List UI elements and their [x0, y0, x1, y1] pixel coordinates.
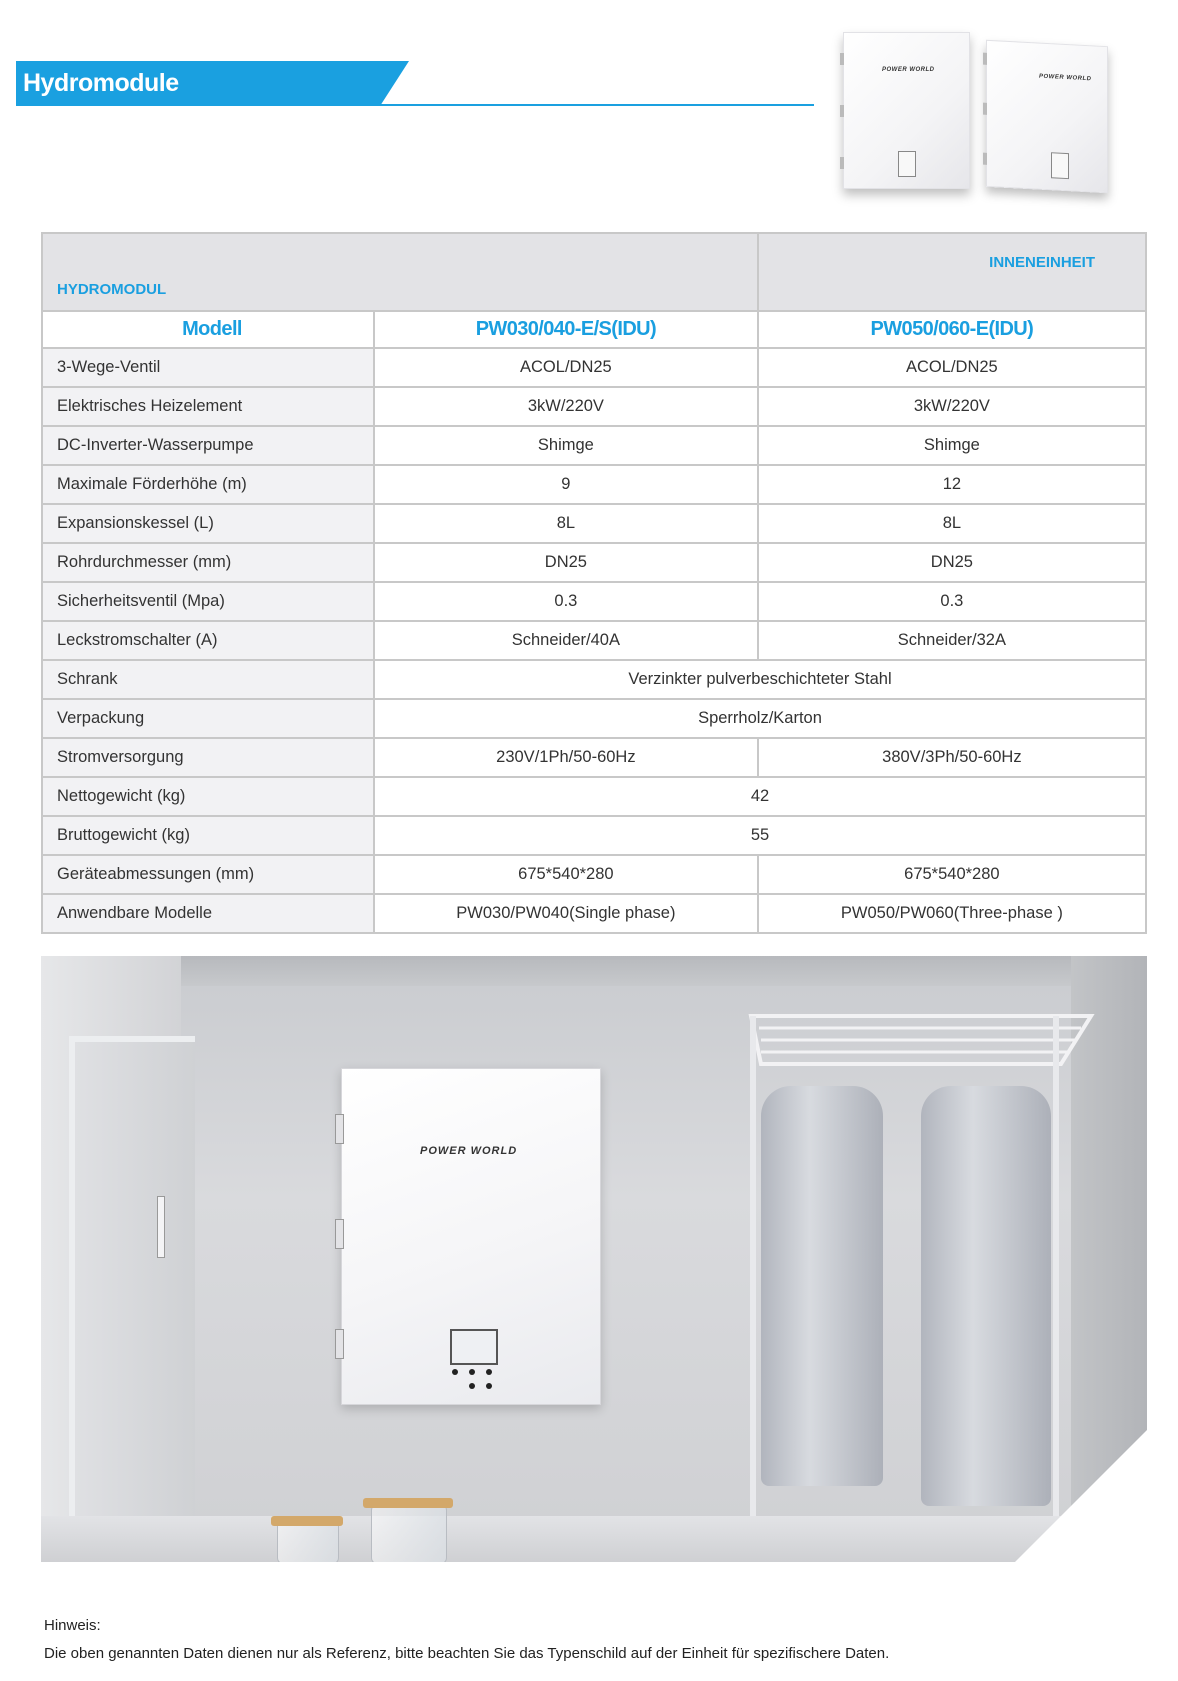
row-label: Bruttogewicht (kg)	[42, 816, 374, 855]
row-value: Sperrholz/Karton	[374, 699, 1146, 738]
row-value: 3kW/220V	[758, 387, 1146, 426]
row-value: 8L	[758, 504, 1146, 543]
table-row	[42, 738, 1146, 777]
hinge-icon	[335, 1219, 344, 1249]
installation-photo	[41, 956, 1147, 1562]
hinge-icon	[983, 53, 987, 65]
lcd-display-icon	[450, 1329, 498, 1365]
table-row	[42, 660, 1146, 699]
glass-jar	[371, 1504, 447, 1562]
row-label: Maximale Förderhöhe (m)	[42, 465, 374, 504]
button-icon	[469, 1369, 475, 1375]
spec-table	[41, 232, 1147, 934]
ceiling	[41, 956, 1147, 986]
row-label: Nettogewicht (kg)	[42, 777, 374, 816]
row-label: Leckstromschalter (A)	[42, 621, 374, 660]
row-label: 3-Wege-Ventil	[42, 348, 374, 387]
row-value: 42	[374, 777, 1146, 816]
table-row	[42, 621, 1146, 660]
wall-unit	[341, 1068, 601, 1405]
row-label: Geräteabmessungen (mm)	[42, 855, 374, 894]
model-name: PW050/060-E(IDU)	[758, 311, 1146, 348]
row-value: ACOL/DN25	[758, 348, 1146, 387]
control-panel-icon	[898, 151, 916, 177]
hanging-shirt	[761, 1086, 883, 1486]
product-photo-front	[843, 32, 970, 189]
row-value: 9	[374, 465, 758, 504]
header-banner	[16, 61, 409, 106]
row-label: Anwendbare Modelle	[42, 894, 374, 933]
table-header-left: HYDROMODUL	[42, 233, 758, 311]
table-row	[42, 465, 1146, 504]
page-title: Hydromodule	[23, 69, 179, 97]
button-icon	[452, 1369, 458, 1375]
glass-jar	[277, 1520, 339, 1562]
row-value: 12	[758, 465, 1146, 504]
row-label: DC-Inverter-Wasserpumpe	[42, 426, 374, 465]
jar-lid	[271, 1516, 343, 1526]
row-label: Sicherheitsventil (Mpa)	[42, 582, 374, 621]
table-row	[42, 894, 1146, 933]
row-label: Schrank	[42, 660, 374, 699]
hinge-icon	[840, 157, 844, 169]
model-row	[42, 311, 1146, 348]
hinge-icon	[983, 103, 987, 115]
hinge-icon	[335, 1329, 344, 1359]
row-value: 8L	[374, 504, 758, 543]
row-label: Elektrisches Heizelement	[42, 387, 374, 426]
table-row	[42, 816, 1146, 855]
door-frame	[69, 1036, 195, 1562]
table-row	[42, 582, 1146, 621]
product-photo-angled	[986, 40, 1108, 193]
row-value: Verzinkter pulverbeschichteter Stahl	[374, 660, 1146, 699]
table-row	[42, 699, 1146, 738]
row-label: Stromversorgung	[42, 738, 374, 777]
shelf	[41, 1516, 1147, 1562]
table-row	[42, 855, 1146, 894]
note-text: Die oben genannten Daten dienen nur als Referenz, bitte beachten Sie das Typenschild auf der Einheit für spezifischere Daten.	[44, 1645, 890, 1662]
model-label: Modell	[42, 311, 374, 348]
button-icon	[486, 1383, 492, 1389]
product-logo: POWER WORLD	[1039, 73, 1092, 83]
header-rule	[380, 104, 814, 106]
row-value: 55	[374, 816, 1146, 855]
table-row	[42, 543, 1146, 582]
corner-cut	[1011, 1426, 1147, 1562]
row-value: 380V/3Ph/50-60Hz	[758, 738, 1146, 777]
hinge-icon	[983, 153, 987, 165]
control-panel-icon	[1051, 152, 1069, 179]
row-value: DN25	[758, 543, 1146, 582]
table-row	[42, 777, 1146, 816]
product-logo: POWER WORLD	[882, 67, 935, 73]
hinge-icon	[335, 1114, 344, 1144]
row-label: Verpackung	[42, 699, 374, 738]
row-value: Shimge	[758, 426, 1146, 465]
note-title: Hinweis:	[44, 1617, 101, 1634]
hinge-icon	[840, 105, 844, 117]
hinge-icon	[840, 53, 844, 65]
table-row	[42, 426, 1146, 465]
row-label: Expansionskessel (L)	[42, 504, 374, 543]
unit-brand: POWER WORLD	[420, 1145, 518, 1157]
row-value: 0.3	[374, 582, 758, 621]
row-value: 675*540*280	[374, 855, 758, 894]
row-value: 3kW/220V	[374, 387, 758, 426]
button-icon	[469, 1383, 475, 1389]
model-name: PW030/040-E/S(IDU)	[374, 311, 758, 348]
row-value: ACOL/DN25	[374, 348, 758, 387]
row-value: 230V/1Ph/50-60Hz	[374, 738, 758, 777]
door-handle-icon	[157, 1196, 165, 1258]
row-value: Schneider/32A	[758, 621, 1146, 660]
jar-lid	[363, 1498, 453, 1508]
table-row	[42, 348, 1146, 387]
row-label: Rohrdurchmesser (mm)	[42, 543, 374, 582]
row-value: Shimge	[374, 426, 758, 465]
row-value: 675*540*280	[758, 855, 1146, 894]
table-header-row	[42, 233, 1146, 311]
row-value: PW050/PW060(Three-phase )	[758, 894, 1146, 933]
table-row	[42, 504, 1146, 543]
door	[41, 956, 181, 1562]
row-value: Schneider/40A	[374, 621, 758, 660]
table-row	[42, 387, 1146, 426]
button-icon	[486, 1369, 492, 1375]
row-value: DN25	[374, 543, 758, 582]
row-value: 0.3	[758, 582, 1146, 621]
table-header-right: INNENEINHEIT	[758, 233, 1146, 311]
row-value: PW030/PW040(Single phase)	[374, 894, 758, 933]
